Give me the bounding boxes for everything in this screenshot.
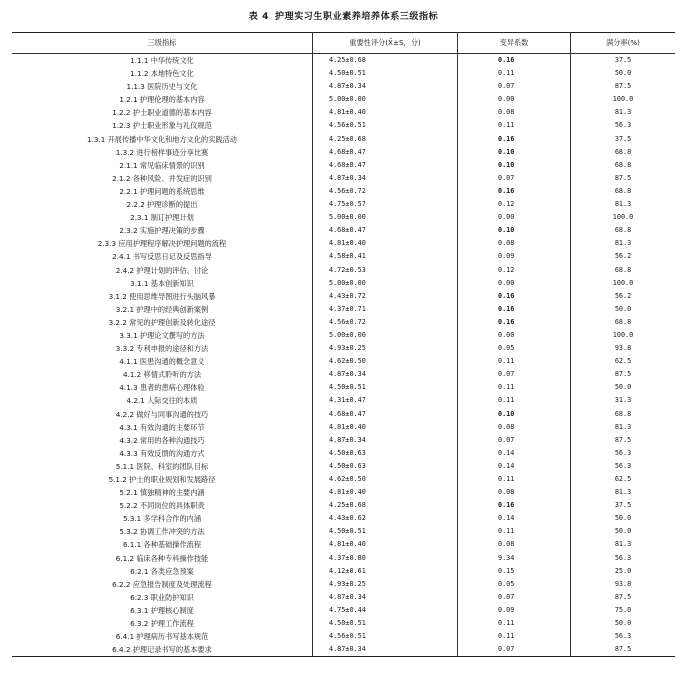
table-row xyxy=(12,277,675,290)
cell-indicator: 4.1.2 移情式聆听的方法 xyxy=(122,370,202,380)
cell-indicator: 4.1.3 患者的患病心理体验 xyxy=(119,383,205,393)
cell-cv: 0.14 xyxy=(458,460,571,473)
cell-cv: 0.11 xyxy=(458,381,571,394)
table-row xyxy=(12,159,675,172)
cell-full-score-rate: 56.2 xyxy=(571,290,676,303)
table-row xyxy=(12,146,675,159)
cell-full-score-rate: 81.3 xyxy=(571,486,676,499)
cell-full-score-rate: 56.3 xyxy=(571,119,676,132)
cell-indicator: 2.1.2 各种风险、并发症的识别 xyxy=(112,173,212,183)
cell-importance-score: 4.37±0.80 xyxy=(313,552,458,565)
cell-full-score-rate: 100.0 xyxy=(571,211,676,224)
table-title: 护理实习生职业素养培养体系三级指标 xyxy=(275,12,439,22)
cell-full-score-rate: 50.0 xyxy=(571,381,676,394)
cell-importance-score: 5.00±0.00 xyxy=(313,93,458,106)
cell-importance-score: 4.93±0.25 xyxy=(313,578,458,591)
header-importance-score: 重要性评分(X̄±S，分) xyxy=(313,33,458,54)
cell-importance-score: 4.68±0.47 xyxy=(313,159,458,172)
cell-importance-score: 4.50±0.63 xyxy=(313,460,458,473)
cell-importance-score: 4.56±0.72 xyxy=(313,185,458,198)
table-row xyxy=(12,538,675,551)
table-row xyxy=(12,591,675,604)
cell-indicator: 6.2.3 职业防护知识 xyxy=(130,592,194,602)
cell-cv: 0.16 xyxy=(458,316,571,329)
cell-full-score-rate: 56.2 xyxy=(571,250,676,263)
cell-cv: 0.07 xyxy=(458,591,571,604)
cell-indicator: 2.2.2 护理诊断的提出 xyxy=(126,200,198,210)
cell-cv: 0.11 xyxy=(458,630,571,643)
cell-cv: 0.16 xyxy=(458,54,571,68)
table-caption xyxy=(0,9,687,22)
table-row xyxy=(12,552,675,565)
cell-indicator: 5.3.1 多学科合作的内涵 xyxy=(122,514,202,524)
cell-indicator: 6.4.2 护理记录书写的基本要求 xyxy=(12,643,313,657)
cell-indicator: 3.2.2 常见的护理创新及转化途径 xyxy=(108,317,216,327)
table-row xyxy=(12,630,675,643)
cell-cv: 0.11 xyxy=(458,473,571,486)
table-row xyxy=(12,54,675,68)
cell-indicator: 3.3.1 护理论文撰写的方法 xyxy=(119,330,205,340)
cell-indicator: 1.1.2 本地特色文化 xyxy=(130,69,194,79)
cell-cv: 0.07 xyxy=(458,80,571,93)
cell-cv: 0.08 xyxy=(458,538,571,551)
cell-full-score-rate: 37.5 xyxy=(571,54,676,68)
cell-importance-score: 4.62±0.50 xyxy=(313,473,458,486)
table-row xyxy=(12,355,675,368)
cell-importance-score: 5.00±0.00 xyxy=(313,211,458,224)
cell-indicator: 3.1.2 使用思维导图进行头脑风暴 xyxy=(108,291,216,301)
table-row xyxy=(12,329,675,342)
cell-cv: 0.16 xyxy=(458,303,571,316)
cell-indicator: 4.1.1 医患沟通的概念意义 xyxy=(119,357,205,367)
table-row xyxy=(12,408,675,421)
table-row xyxy=(12,473,675,486)
cell-indicator: 4.2.1 人际交往的本质 xyxy=(126,396,198,406)
cell-importance-score: 4.62±0.50 xyxy=(313,355,458,368)
cell-importance-score: 4.87±0.34 xyxy=(313,643,458,657)
cell-full-score-rate: 50.0 xyxy=(571,617,676,630)
table-row xyxy=(12,512,675,525)
cell-full-score-rate: 100.0 xyxy=(571,329,676,342)
cell-cv: 0.10 xyxy=(458,159,571,172)
cell-importance-score: 4.81±0.40 xyxy=(313,486,458,499)
cell-indicator: 6.2.2 应急报告制度及处理流程 xyxy=(112,579,212,589)
table-row xyxy=(12,250,675,263)
cell-full-score-rate: 50.0 xyxy=(571,512,676,525)
cell-indicator: 1.1.3 医院历史与文化 xyxy=(126,82,198,92)
cell-indicator: 5.3.2 协调工作冲突的方法 xyxy=(119,527,205,537)
cell-indicator: 6.2.1 各类应急预案 xyxy=(130,566,194,576)
cell-importance-score: 4.75±0.44 xyxy=(313,604,458,617)
cell-indicator: 6.4.1 护理病历书写基本规范 xyxy=(115,632,209,642)
cell-indicator: 6.1.1 各种基础操作流程 xyxy=(122,540,202,550)
cell-full-score-rate: 87.5 xyxy=(571,80,676,93)
cell-importance-score: 5.00±0.00 xyxy=(313,277,458,290)
cell-importance-score: 4.81±0.40 xyxy=(313,421,458,434)
table-row xyxy=(12,93,675,106)
cell-full-score-rate: 68.8 xyxy=(571,159,676,172)
cell-indicator: 2.4.1 书写反思日记及反思指导 xyxy=(112,252,212,262)
cell-indicator: 6.3.2 护理工作流程 xyxy=(130,619,194,629)
cell-cv: 9.34 xyxy=(458,552,571,565)
cell-indicator: 2.3.1 制订护理计划 xyxy=(130,213,194,223)
cell-cv: 0.16 xyxy=(458,499,571,512)
table-row xyxy=(12,342,675,355)
cell-cv: 0.11 xyxy=(458,525,571,538)
cell-full-score-rate: 68.8 xyxy=(571,264,676,277)
cell-importance-score: 4.93±0.25 xyxy=(313,342,458,355)
table-row xyxy=(12,172,675,185)
cell-indicator: 2.4.2 护理计划的评估、讨论 xyxy=(115,265,209,275)
cell-full-score-rate: 87.5 xyxy=(571,368,676,381)
table-row xyxy=(12,394,675,407)
cell-full-score-rate: 56.3 xyxy=(571,460,676,473)
table-row xyxy=(12,643,675,657)
cell-importance-score: 4.50±0.51 xyxy=(313,381,458,394)
cell-full-score-rate: 75.0 xyxy=(571,604,676,617)
table-row xyxy=(12,80,675,93)
cell-full-score-rate: 37.5 xyxy=(571,133,676,146)
cell-indicator: 6.1.2 临床各种专科操作技能 xyxy=(115,553,209,563)
table-row xyxy=(12,617,675,630)
cell-cv: 0.08 xyxy=(458,421,571,434)
table-row xyxy=(12,604,675,617)
cell-full-score-rate: 50.0 xyxy=(571,525,676,538)
table-body xyxy=(12,54,675,657)
cell-cv: 0.14 xyxy=(458,512,571,525)
cell-importance-score: 4.56±0.72 xyxy=(313,316,458,329)
cell-cv: 0.08 xyxy=(458,237,571,250)
cell-full-score-rate: 93.8 xyxy=(571,342,676,355)
cell-full-score-rate: 50.0 xyxy=(571,303,676,316)
cell-full-score-rate: 56.3 xyxy=(571,630,676,643)
header-full-score-rate: 满分率(%) xyxy=(571,33,676,54)
cell-cv: 0.00 xyxy=(458,329,571,342)
cell-full-score-rate: 81.3 xyxy=(571,538,676,551)
table-row xyxy=(12,290,675,303)
table-row xyxy=(12,499,675,512)
cell-cv: 0.05 xyxy=(458,578,571,591)
cell-full-score-rate: 62.5 xyxy=(571,355,676,368)
cell-cv: 0.08 xyxy=(458,106,571,119)
table-row xyxy=(12,565,675,578)
cell-full-score-rate: 56.3 xyxy=(571,552,676,565)
cell-importance-score: 4.75±0.57 xyxy=(313,198,458,211)
table-row xyxy=(12,578,675,591)
cell-indicator: 1.1.1 中华传统文化 xyxy=(130,56,194,65)
cell-indicator: 1.3.1 开展传播中华文化和地方文化的实践活动 xyxy=(87,134,237,144)
cell-indicator: 1.3.2 进行榜样事迹分享比赛 xyxy=(115,147,209,157)
cell-indicator: 2.3.3 应用护理程序解决护理问题的流程 xyxy=(97,239,227,249)
cell-indicator: 4.3.1 有效沟通的主要环节 xyxy=(119,422,205,432)
table-row xyxy=(12,133,675,146)
header-indicator: 三级指标 xyxy=(12,33,313,54)
cell-indicator: 3.3.2 专利申报的途径和方法 xyxy=(115,344,209,354)
table-row xyxy=(12,198,675,211)
cell-importance-score: 4.81±0.40 xyxy=(313,106,458,119)
table-header-row xyxy=(12,33,675,54)
table-row xyxy=(12,106,675,119)
cell-cv: 0.14 xyxy=(458,447,571,460)
cell-cv: 0.16 xyxy=(458,185,571,198)
cell-indicator: 1.2.1 护理伦理的基本内容 xyxy=(119,95,205,105)
cell-importance-score: 5.00±0.00 xyxy=(313,329,458,342)
table-row xyxy=(12,525,675,538)
cell-importance-score: 4.68±0.47 xyxy=(313,224,458,237)
cell-cv: 0.12 xyxy=(458,198,571,211)
cell-importance-score: 4.87±0.34 xyxy=(313,591,458,604)
cell-importance-score: 4.50±0.51 xyxy=(313,617,458,630)
table-number: 表 4 xyxy=(248,12,269,22)
cell-importance-score: 4.81±0.40 xyxy=(313,538,458,551)
cell-full-score-rate: 68.8 xyxy=(571,185,676,198)
cell-cv: 0.11 xyxy=(458,119,571,132)
table-row xyxy=(12,237,675,250)
cell-indicator: 6.3.1 护理核心制度 xyxy=(130,605,194,615)
cell-full-score-rate: 93.8 xyxy=(571,578,676,591)
table-row xyxy=(12,211,675,224)
table-row xyxy=(12,368,675,381)
cell-importance-score: 4.50±0.63 xyxy=(313,447,458,460)
cell-indicator: 3.1.1 基本创新知识 xyxy=(130,278,194,288)
table-row xyxy=(12,316,675,329)
cell-importance-score: 4.68±0.47 xyxy=(313,146,458,159)
cell-indicator: 2.2.1 护理问题的系统思维 xyxy=(119,186,205,196)
cell-indicator: 2.3.2 实施护理决策的步骤 xyxy=(119,226,205,236)
cell-importance-score: 4.25±0.68 xyxy=(313,54,458,68)
cell-cv: 0.07 xyxy=(458,643,571,657)
cell-cv: 0.09 xyxy=(458,250,571,263)
cell-full-score-rate: 37.5 xyxy=(571,499,676,512)
cell-full-score-rate: 25.0 xyxy=(571,565,676,578)
cell-cv: 0.10 xyxy=(458,408,571,421)
cell-indicator: 4.2.2 做好与同事沟通的技巧 xyxy=(115,409,209,419)
cell-cv: 0.00 xyxy=(458,277,571,290)
table-row xyxy=(12,303,675,316)
cell-indicator: 3.2.1 护理中的经典创新案例 xyxy=(115,304,209,314)
cell-indicator: 4.3.3 有效反馈的沟通方式 xyxy=(119,448,205,458)
cell-full-score-rate: 68.8 xyxy=(571,316,676,329)
cell-importance-score: 4.31±0.47 xyxy=(313,394,458,407)
cell-full-score-rate: 81.3 xyxy=(571,421,676,434)
cell-full-score-rate: 68.8 xyxy=(571,408,676,421)
cell-indicator: 4.3.2 常用的各种沟通技巧 xyxy=(119,435,205,445)
cell-full-score-rate: 81.3 xyxy=(571,106,676,119)
cell-importance-score: 4.87±0.34 xyxy=(313,434,458,447)
cell-full-score-rate: 50.0 xyxy=(571,67,676,80)
cell-full-score-rate: 87.5 xyxy=(571,434,676,447)
cell-cv: 0.16 xyxy=(458,290,571,303)
cell-importance-score: 4.25±0.68 xyxy=(313,133,458,146)
cell-importance-score: 4.50±0.51 xyxy=(313,525,458,538)
cell-cv: 0.05 xyxy=(458,342,571,355)
table-row xyxy=(12,421,675,434)
cell-full-score-rate: 68.8 xyxy=(571,146,676,159)
indicator-table xyxy=(12,32,675,657)
cell-indicator: 5.2.2 不同岗位的具体职责 xyxy=(119,501,205,511)
cell-cv: 0.08 xyxy=(458,486,571,499)
cell-indicator: 2.1.1 常见临床情景的识别 xyxy=(119,160,205,170)
cell-full-score-rate: 31.3 xyxy=(571,394,676,407)
cell-importance-score: 4.87±0.34 xyxy=(313,368,458,381)
cell-cv: 0.10 xyxy=(458,224,571,237)
cell-cv: 0.15 xyxy=(458,565,571,578)
cell-importance-score: 4.87±0.34 xyxy=(313,80,458,93)
cell-importance-score: 4.68±0.47 xyxy=(313,408,458,421)
cell-importance-score: 4.43±0.62 xyxy=(313,512,458,525)
header-cv: 变异系数 xyxy=(458,33,571,54)
cell-cv: 0.10 xyxy=(458,146,571,159)
cell-full-score-rate: 87.5 xyxy=(571,643,676,657)
cell-importance-score: 4.72±0.53 xyxy=(313,264,458,277)
cell-indicator: 1.2.2 护士职业道德的基本内容 xyxy=(112,108,212,118)
cell-importance-score: 4.58±0.41 xyxy=(313,250,458,263)
table-row xyxy=(12,185,675,198)
cell-full-score-rate: 81.3 xyxy=(571,198,676,211)
cell-importance-score: 4.12±0.61 xyxy=(313,565,458,578)
cell-cv: 0.11 xyxy=(458,394,571,407)
cell-full-score-rate: 87.5 xyxy=(571,591,676,604)
cell-importance-score: 4.81±0.40 xyxy=(313,237,458,250)
cell-indicator: 5.1.2 护士的职业规划和发展路径 xyxy=(108,475,216,484)
cell-full-score-rate: 62.5 xyxy=(571,473,676,486)
cell-importance-score: 4.25±0.68 xyxy=(313,499,458,512)
cell-indicator: 5.1.1 医院、科室的团队目标 xyxy=(115,461,209,471)
cell-cv: 0.12 xyxy=(458,264,571,277)
table-row xyxy=(12,119,675,132)
table-row xyxy=(12,486,675,499)
table-row xyxy=(12,224,675,237)
table-row xyxy=(12,460,675,473)
cell-full-score-rate: 87.5 xyxy=(571,172,676,185)
cell-cv: 0.11 xyxy=(458,67,571,80)
table-row xyxy=(12,381,675,394)
cell-indicator: 5.2.1 慎独精神的主要内涵 xyxy=(119,488,205,498)
cell-cv: 0.16 xyxy=(458,133,571,146)
cell-importance-score: 4.87±0.34 xyxy=(313,172,458,185)
cell-full-score-rate: 100.0 xyxy=(571,277,676,290)
table-row xyxy=(12,264,675,277)
cell-cv: 0.11 xyxy=(458,617,571,630)
cell-importance-score: 4.56±0.51 xyxy=(313,630,458,643)
cell-cv: 0.07 xyxy=(458,434,571,447)
cell-cv: 0.07 xyxy=(458,368,571,381)
cell-full-score-rate: 100.0 xyxy=(571,93,676,106)
cell-full-score-rate: 81.3 xyxy=(571,237,676,250)
cell-importance-score: 4.37±0.71 xyxy=(313,303,458,316)
cell-importance-score: 4.43±0.72 xyxy=(313,290,458,303)
cell-cv: 0.07 xyxy=(458,172,571,185)
cell-cv: 0.09 xyxy=(458,604,571,617)
cell-cv: 0.00 xyxy=(458,211,571,224)
table-row xyxy=(12,434,675,447)
cell-indicator: 1.2.3 护士职业形象与礼仪规范 xyxy=(112,121,212,131)
cell-cv: 0.11 xyxy=(458,355,571,368)
cell-importance-score: 4.56±0.51 xyxy=(313,119,458,132)
table-row xyxy=(12,447,675,460)
cell-cv: 0.00 xyxy=(458,93,571,106)
cell-full-score-rate: 56.3 xyxy=(571,447,676,460)
cell-full-score-rate: 68.8 xyxy=(571,224,676,237)
cell-importance-score: 4.50±0.51 xyxy=(313,67,458,80)
table-row xyxy=(12,67,675,80)
